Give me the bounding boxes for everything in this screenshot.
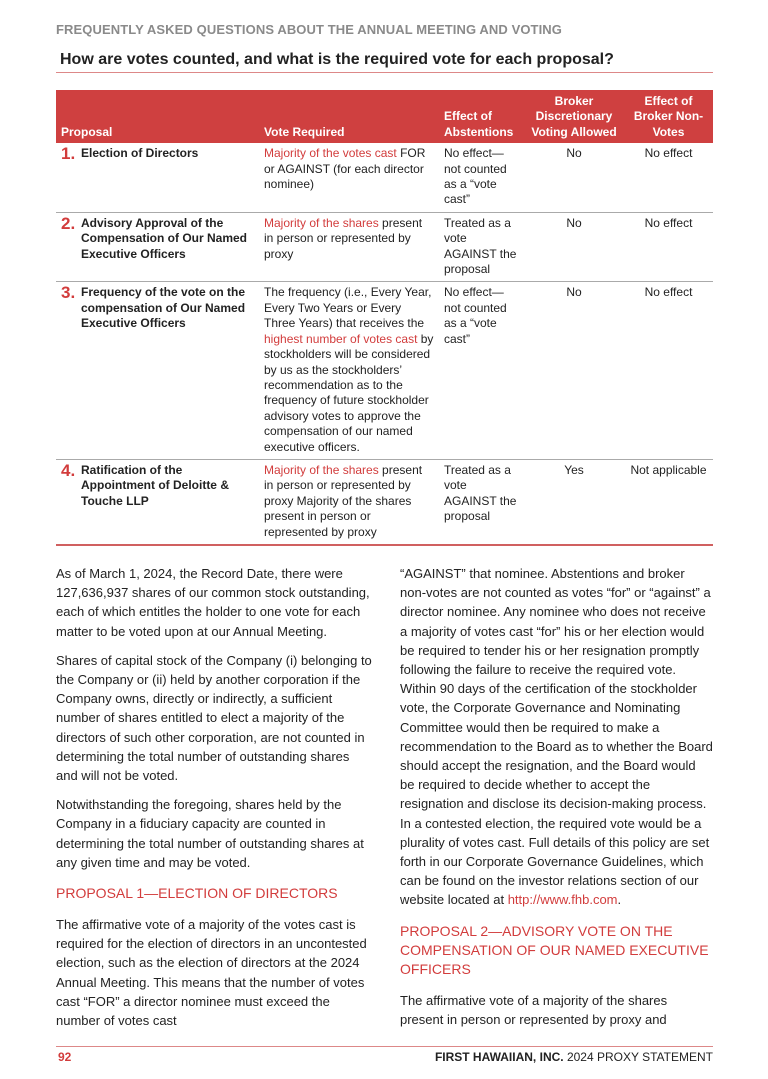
proposal-number: 3. (61, 283, 76, 303)
vote-highlight: Majority of the shares (264, 215, 379, 230)
company-name: FIRST HAWAIIAN, INC. (434, 1050, 564, 1065)
vote-required (259, 459, 439, 545)
title-divider (56, 72, 713, 73)
footer-title (435, 1050, 713, 1065)
paragraph: As of March 1, 2024, the Record Date, there were 127,636,937 shares of our common stock outstanding, each of which entitles the holder to one vote for each matter to be voted upon at our Annual Meeting. (56, 565, 370, 639)
paragraph-text: “AGAINST” that nominee. Abstentions and broker non-votes are not counted as votes “for” or “against” a director nominee. Any nominee who does not receive a majority of votes cast “for” his or her election would be required to tender his or her resignation promptly following the failure to receive the required vote. Within 90 days of the certification of the stockholder vote, the Corporate Governance and Nominating Committee would then be required to make a recommendation to the Board as to whether the Board should accept the resignation, and the Board would be required to decide whether to accept the resignation and disclose its decision-making process. In a contested election, the required vote would be a plurality of votes cast. Full details of this policy are set forth in our Corporate Governance Guidelines, which can be found on the investor relations section of our website located at (400, 565, 713, 908)
vote-text: present in person or represented by proxy Majority of the shares present in person or represented by proxy (264, 462, 423, 539)
website-link[interactable]: http://www.fhb.com (507, 892, 618, 908)
vote-highlight: Majority of the votes cast (264, 146, 397, 161)
footer (56, 1046, 713, 1065)
paragraph (400, 564, 713, 910)
proposal-name: Frequency of the vote on the compensation of Our Named Executive Officers (81, 285, 246, 331)
vote-highlight: Majority of the shares (264, 462, 379, 477)
abstentions-effect: No effect—not counted as a “vote cast” (439, 143, 524, 212)
proposal-number: 1. (61, 144, 76, 164)
abstentions-effect: Treated as a vote AGAINST the proposal (439, 212, 524, 282)
broker-non-votes: No effect (624, 212, 713, 282)
header-broker-non-votes: Effect of Broker Non-Votes (624, 90, 713, 143)
section-heading: FREQUENTLY ASKED QUESTIONS ABOUT THE ANNUAL MEETING AND VOTING (56, 22, 563, 37)
vote-text: The frequency (i.e., Every Year, Every Two Years or Every Three Years) that receives the (264, 285, 432, 331)
paragraph: The affirmative vote of a majority of the shares present in person or represented by proxy and (400, 992, 668, 1027)
broker-discretionary: Yes (524, 459, 624, 545)
proposal-2-heading: PROPOSAL 2—ADVISORY VOTE ON THE COMPENSATION OF OUR NAMED EXECUTIVE OFFICERS (400, 922, 709, 977)
proposal-name: Election of Directors (81, 146, 199, 161)
vote-text: present in person or represented by proxy (264, 215, 423, 261)
proposal-name: Advisory Approval of the Compensation of Our Named Executive Officers (81, 215, 248, 261)
vote-requirements-table (56, 90, 713, 546)
vote-text: by stockholders will be considered by us as the stockholders’ recommendation as to the frequency of future stockholder advisory votes to approve the compensation of our named executive officers. (264, 331, 434, 454)
right-column (400, 564, 713, 1040)
page-number: 92 (58, 1050, 72, 1065)
proposal-number: 4. (61, 460, 76, 480)
proposal-1-heading: PROPOSAL 1—ELECTION OF DIRECTORS (56, 885, 338, 902)
abstentions-effect: Treated as a vote AGAINST the proposal (439, 459, 524, 545)
header-vote-required: Vote Required (259, 90, 439, 143)
broker-non-votes: Not applicable (624, 459, 713, 545)
broker-non-votes: No effect (624, 143, 713, 212)
table-row (56, 282, 713, 459)
paragraph-end: . (617, 892, 622, 908)
table-row (56, 459, 713, 545)
document-name: 2024 PROXY STATEMENT (563, 1050, 713, 1065)
broker-discretionary: No (524, 212, 624, 282)
vote-required (259, 212, 439, 282)
broker-discretionary: No (524, 282, 624, 459)
paragraph: Notwithstanding the foregoing, shares held by the Company in a fiduciary capacity are counted in determining the total number of outstanding shares at any given time and may be voted. (56, 797, 364, 870)
vote-required (259, 282, 439, 459)
proposal-number: 2. (61, 213, 76, 233)
table-row (56, 212, 713, 282)
broker-discretionary: No (524, 143, 624, 212)
header-broker-discretionary: Broker Discretionary Voting Allowed (524, 90, 624, 143)
vote-required (259, 143, 439, 212)
left-column (56, 564, 372, 1040)
broker-non-votes: No effect (624, 282, 713, 459)
abstentions-effect: No effect—not counted as a “vote cast” (439, 282, 524, 459)
question-title: How are votes counted, and what is the required vote for each proposal? (60, 51, 614, 68)
table-row (56, 143, 713, 212)
vote-text: FOR or AGAINST (for each director nominee) (264, 146, 426, 192)
body-columns (56, 564, 713, 1040)
vote-highlight: highest number of votes cast (264, 331, 418, 346)
header-proposal: Proposal (56, 90, 259, 143)
paragraph: Shares of capital stock of the Company (i) belonging to the Company or (ii) held by another corporation if the Company owns, directly or indirectly, a sufficient number of shares entitled to elect a majority of the directors of such other corporation, are not counted in determining the total number of outstanding shares and will not be voted. (56, 652, 372, 783)
proposal-name: Ratification of the Appointment of Deloitte & Touche LLP (81, 462, 229, 508)
paragraph: The affirmative vote of a majority of the votes cast is required for the election of directors in an uncontested election, such as the election of directors at the 2024 Annual Meeting. This means that the number of votes cast “FOR” a director nominee must exceed the number of votes cast (56, 917, 367, 1029)
header-abstentions: Effect of Abstentions (439, 90, 524, 143)
